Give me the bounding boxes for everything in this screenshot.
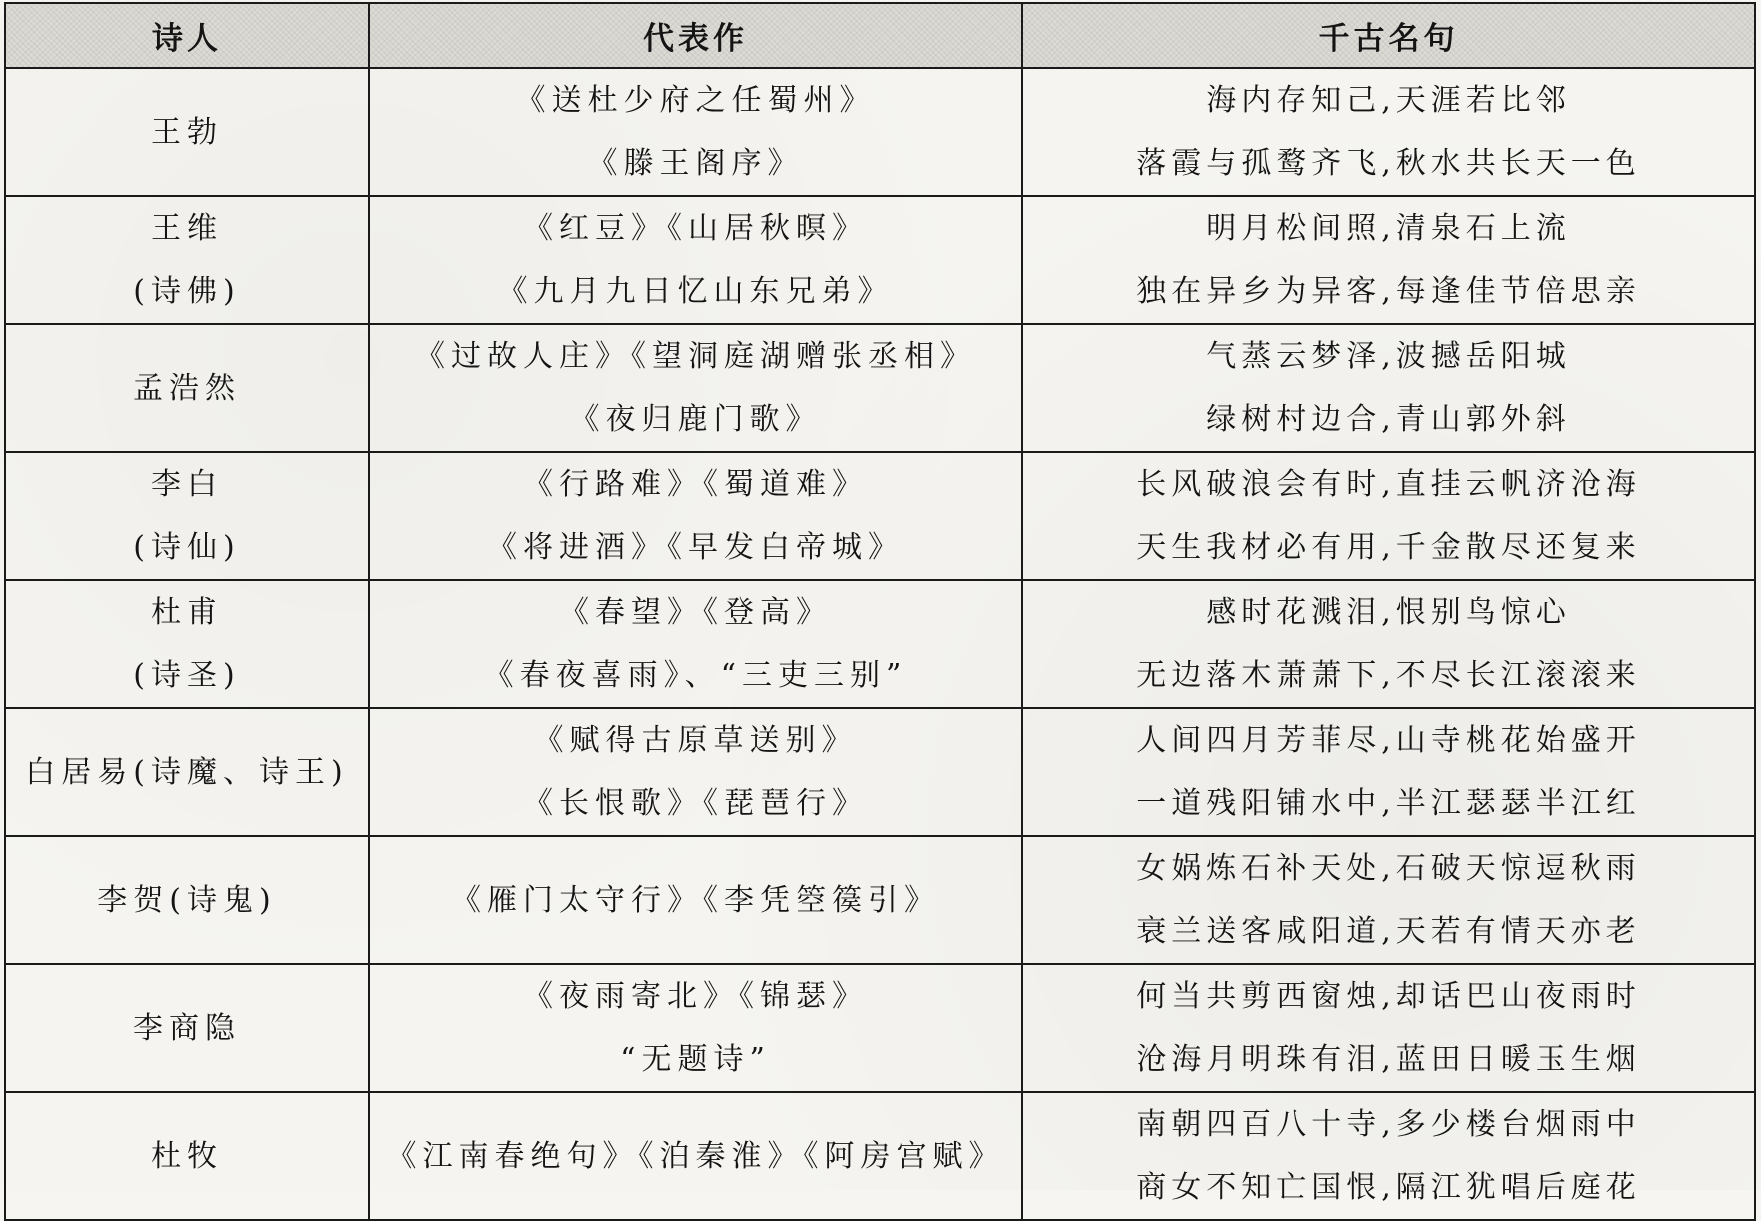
work-title: 《行路难》《蜀道难》 [523, 467, 868, 502]
work-title: 《春望》《登高》 [559, 595, 832, 630]
poet-cell [5, 964, 369, 1092]
poet-name: 白居易(诗魔、诗王) [25, 754, 349, 790]
work-title: 《江南春绝句》《泊秦淮》《阿房宫赋》 [386, 1138, 1005, 1174]
poet-name: 杜牧 [151, 1138, 223, 1174]
famous-line: 人间四月芳菲尽,山寺桃花始盛开 [1136, 723, 1641, 758]
work-title: 《过故人庄》《望洞庭湖赠张丞相》 [415, 339, 976, 374]
poet-name: 孟浩然 [133, 370, 241, 406]
poet-name: (诗佛) [133, 274, 241, 309]
work-title: 《滕王阁序》 [587, 146, 804, 181]
header-works: 代表作 [369, 3, 1022, 68]
header-quotes: 千古名句 [1022, 3, 1755, 68]
table-row [5, 964, 1755, 1092]
poet-cell [5, 580, 369, 708]
quotes-cell [1022, 964, 1755, 1092]
poet-cell [5, 196, 369, 324]
table-row [5, 1092, 1755, 1220]
works-cell [369, 580, 1022, 708]
works-cell [369, 68, 1022, 196]
poet-name: 李贺(诗鬼) [97, 882, 277, 918]
famous-line: 一道残阳铺水中,半江瑟瑟半江红 [1136, 786, 1641, 821]
poet-name: 杜甫 [151, 595, 223, 630]
table-row [5, 708, 1755, 836]
poet-name: 李白 [151, 467, 223, 502]
table-row [5, 68, 1755, 196]
quotes-cell [1022, 324, 1755, 452]
poet-cell [5, 68, 369, 196]
works-cell [369, 196, 1022, 324]
poet-cell [5, 324, 369, 452]
works-cell [369, 708, 1022, 836]
famous-line: 无边落木萧萧下,不尽长江滚滚来 [1136, 658, 1641, 693]
famous-line: 明月松间照,清泉石上流 [1206, 211, 1571, 246]
poet-cell [5, 1092, 369, 1220]
poet-cell [5, 708, 369, 836]
poet-name: (诗圣) [133, 658, 241, 693]
famous-line: 落霞与孤鹜齐飞,秋水共长天一色 [1136, 146, 1641, 181]
work-title: 《夜归鹿门歌》 [569, 402, 822, 437]
poet-name: 王维 [151, 211, 223, 246]
works-cell [369, 1092, 1022, 1220]
famous-line: 绿树村边合,青山郭外斜 [1206, 402, 1571, 437]
work-title: 《将进酒》《早发白帝城》 [487, 530, 904, 565]
table-row [5, 580, 1755, 708]
poet-name: 李商隐 [133, 1010, 241, 1046]
famous-line: 沧海月明珠有泪,蓝田日暖玉生烟 [1136, 1042, 1641, 1077]
table-row [5, 324, 1755, 452]
famous-line: 天生我材必有用,千金散尽还复来 [1136, 530, 1641, 565]
famous-line: 气蒸云梦泽,波撼岳阳城 [1206, 339, 1571, 374]
work-title: 《九月九日忆山东兄弟》 [497, 274, 894, 309]
table-row [5, 452, 1755, 580]
work-title: 《雁门太守行》《李凭箜篌引》 [451, 882, 940, 918]
quotes-cell [1022, 452, 1755, 580]
table-row [5, 196, 1755, 324]
work-title: 《长恨歌》《琵琶行》 [523, 786, 868, 821]
work-title: 《送杜少府之任蜀州》 [515, 83, 876, 118]
table-header-row [5, 3, 1755, 68]
quotes-cell [1022, 580, 1755, 708]
poet-name: 王勃 [151, 114, 223, 150]
famous-line: 长风破浪会有时,直挂云帆济沧海 [1136, 467, 1641, 502]
famous-line: 海内存知己,天涯若比邻 [1206, 83, 1571, 118]
famous-line: 女娲炼石补天处,石破天惊逗秋雨 [1136, 851, 1641, 886]
quotes-cell [1022, 68, 1755, 196]
quotes-cell [1022, 708, 1755, 836]
work-title: 《赋得古原草送别》 [533, 723, 858, 758]
poet-cell [5, 836, 369, 964]
works-cell [369, 324, 1022, 452]
famous-line: 商女不知亡国恨,隔江犹唱后庭花 [1136, 1170, 1641, 1205]
famous-line: 独在异乡为异客,每逢佳节倍思亲 [1136, 274, 1641, 309]
work-title: 《春夜喜雨》、“三吏三别” [483, 658, 908, 693]
work-title: “无题诗” [620, 1042, 771, 1077]
famous-line: 感时花溅泪,恨别鸟惊心 [1206, 595, 1571, 630]
table-body [5, 68, 1755, 1220]
quotes-cell [1022, 196, 1755, 324]
works-cell [369, 452, 1022, 580]
famous-line: 衰兰送客咸阳道,天若有情天亦老 [1136, 914, 1641, 949]
works-cell [369, 964, 1022, 1092]
work-title: 《红豆》《山居秋暝》 [523, 211, 868, 246]
poet-cell [5, 452, 369, 580]
quotes-cell [1022, 836, 1755, 964]
table-row [5, 836, 1755, 964]
quotes-cell [1022, 1092, 1755, 1220]
famous-line: 南朝四百八十寺,多少楼台烟雨中 [1136, 1107, 1641, 1142]
works-cell [369, 836, 1022, 964]
famous-line: 何当共剪西窗烛,却话巴山夜雨时 [1136, 979, 1641, 1014]
poets-table [4, 2, 1756, 1221]
work-title: 《夜雨寄北》《锦瑟》 [523, 979, 868, 1014]
poet-name: (诗仙) [133, 530, 241, 565]
header-poet: 诗人 [5, 3, 369, 68]
